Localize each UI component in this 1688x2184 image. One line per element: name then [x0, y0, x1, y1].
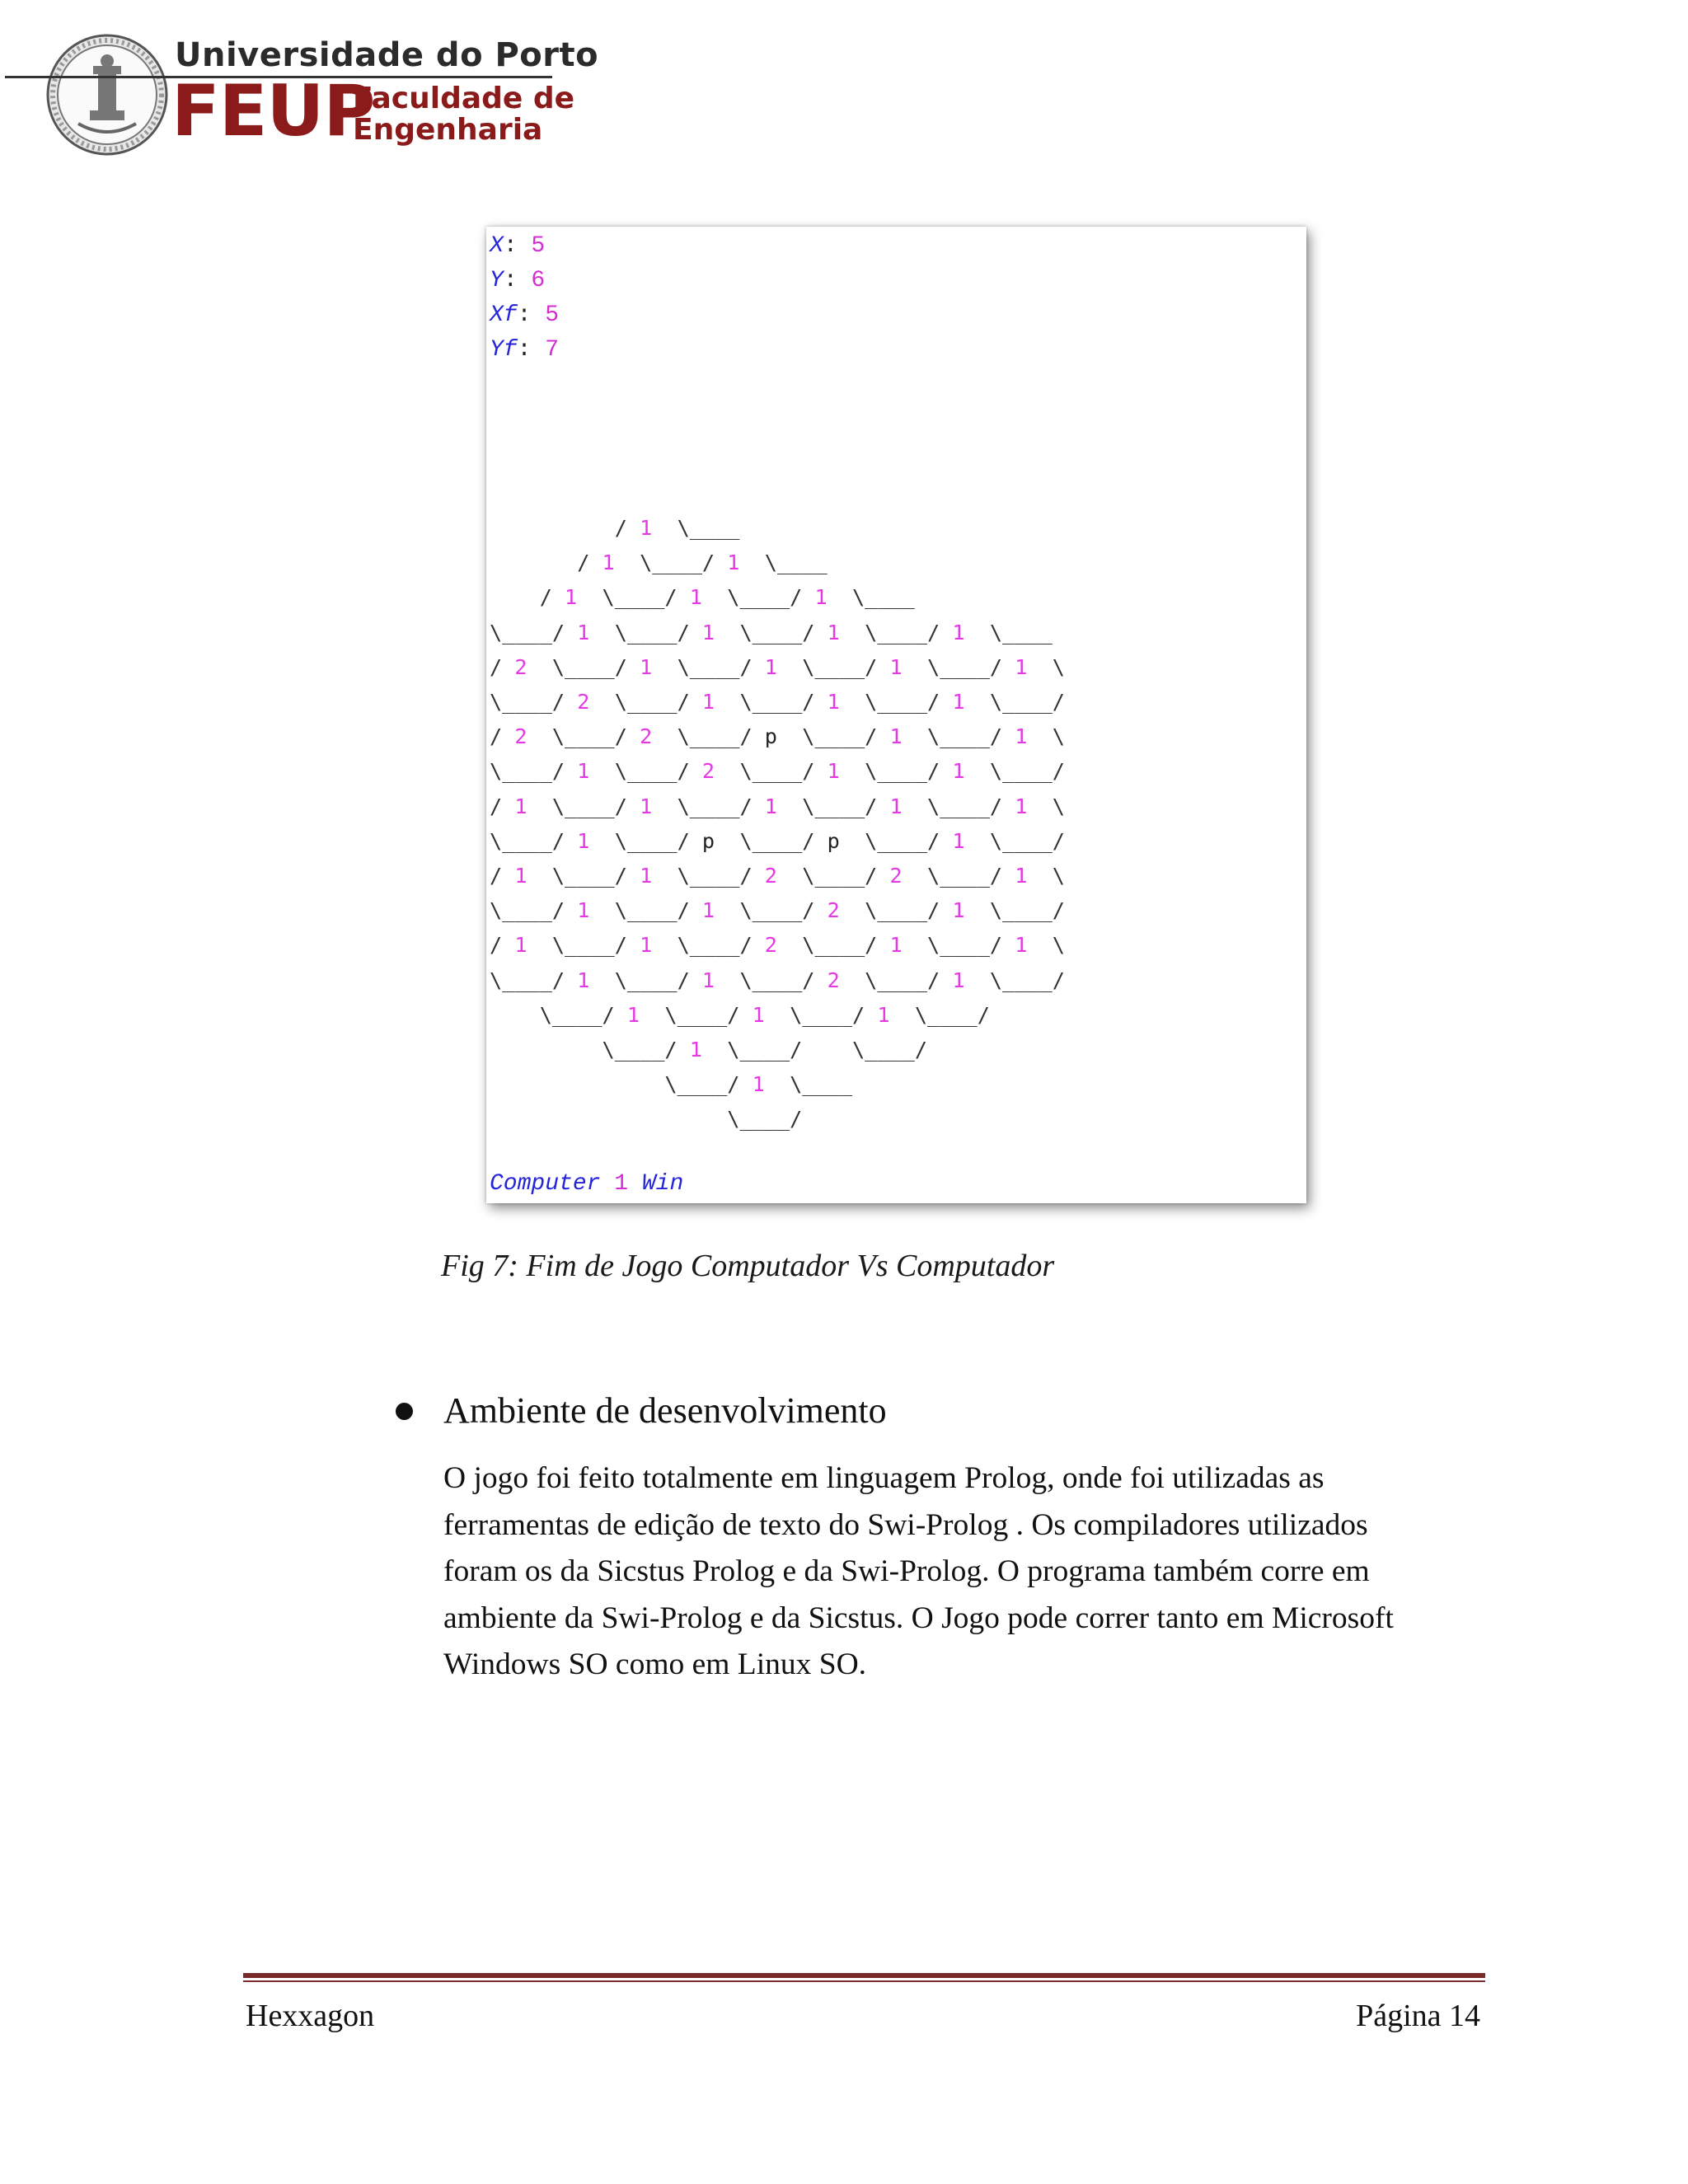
- board-row: / 1 \____/ 1 \____/ 1 \____/ 1 \____/ 1 \: [490, 794, 1065, 818]
- school-name-line-1: Faculdade de: [353, 82, 575, 115]
- console-var-xf: Xf: 5: [490, 302, 560, 328]
- board-row: / 2 \____/ 1 \____/ 1 \____/ 1 \____/ 1 \: [490, 654, 1065, 679]
- console-var-value: 6: [531, 268, 546, 293]
- board-row: / 1 \____/ 1 \____/ 2 \____/ 2 \____/ 1 \: [490, 864, 1065, 888]
- board-row: \____/: [727, 1107, 803, 1132]
- footer-document-title: Hexxagon: [246, 1999, 375, 2033]
- console-var-value: 5: [545, 302, 560, 328]
- console-var-value: 7: [545, 337, 560, 363]
- board-row: \____/ 1 \____/ 1 \____/ 1 \____/ 1 \____: [490, 620, 1053, 644]
- board-row: / 1 \____: [614, 516, 740, 540]
- board-row: / 1 \____/ 1 \____: [577, 551, 828, 575]
- body-line: O jogo foi feito totalmente em linguagem Prolog, onde foi utilizadas as: [443, 1461, 1325, 1495]
- body-line: ferramentas de edição de texto do Swi-Prolog . Os compiladores utilizados: [443, 1507, 1368, 1542]
- board-row: \____/ 1 \____/ 1 \____/ 2 \____/ 1 \____/: [490, 968, 1065, 992]
- console-var-yf: Yf: 7: [490, 337, 560, 363]
- school-name-line-2: Engenharia: [353, 113, 543, 147]
- figure-caption: Fig 7: Fim de Jogo Computador Vs Computador: [441, 1249, 1055, 1283]
- result-player: 1: [614, 1171, 629, 1197]
- console-var-value: 5: [531, 233, 546, 259]
- board-row: \____/ 1 \____/ p \____/ p \____/ 1 \____/: [490, 828, 1065, 853]
- school-abbreviation: FEUP: [171, 70, 375, 152]
- board-row: \____/ 1 \____/ 1 \____/ 1 \____/: [539, 1002, 990, 1027]
- bullet-icon: [396, 1403, 413, 1420]
- university-seal-icon: [45, 33, 169, 157]
- university-name: Universidade do Porto: [175, 36, 599, 74]
- body-line: foram os da Sicstus Prolog e da Swi-Prolog. O programa também corre em: [443, 1554, 1370, 1588]
- hexagon-board: [490, 511, 1065, 1137]
- console-var-name: X: [490, 233, 504, 259]
- board-row: / 1 \____/ 1 \____/ 1 \____: [539, 585, 915, 610]
- section-body: [443, 1455, 1457, 1689]
- board-row: \____/ 1 \____/ 2 \____/ 1 \____/ 1 \____/: [490, 759, 1065, 784]
- console-screenshot: [486, 227, 1306, 1203]
- console-var-name: Xf: [490, 302, 518, 328]
- result-word-1: Computer: [490, 1171, 601, 1197]
- section-title: Ambiente de desenvolvimento: [443, 1390, 887, 1431]
- game-result: [490, 1173, 683, 1196]
- board-row: \____/ 1 \____/ \____/: [602, 1038, 928, 1062]
- footer-rule: [243, 1973, 1485, 1978]
- footer-page-number: Página 14: [1356, 1999, 1480, 2033]
- body-line: ambiente da Swi-Prolog e da Sicstus. O Jogo pode correr tanto em Microsoft: [443, 1601, 1394, 1635]
- board-row: \____/ 1 \____: [664, 1072, 852, 1097]
- console-var-name: Y: [490, 268, 504, 293]
- console-var-y: Y: 6: [490, 268, 546, 293]
- board-row: \____/ 2 \____/ 1 \____/ 1 \____/ 1 \____/: [490, 690, 1065, 715]
- board-row: / 2 \____/ 2 \____/ p \____/ 1 \____/ 1 \: [490, 724, 1065, 749]
- footer-rule-thin: [243, 1980, 1485, 1982]
- body-line: Windows SO como em Linux SO.: [443, 1647, 867, 1681]
- console-var-name: Yf: [490, 337, 518, 363]
- console-var-x: X: 5: [490, 233, 546, 259]
- university-logo: [0, 25, 599, 157]
- board-row: \____/ 1 \____/ 1 \____/ 2 \____/ 1 \____/: [490, 898, 1065, 923]
- result-word-2: Win: [641, 1171, 684, 1197]
- board-row: / 1 \____/ 1 \____/ 2 \____/ 1 \____/ 1 \: [490, 933, 1065, 958]
